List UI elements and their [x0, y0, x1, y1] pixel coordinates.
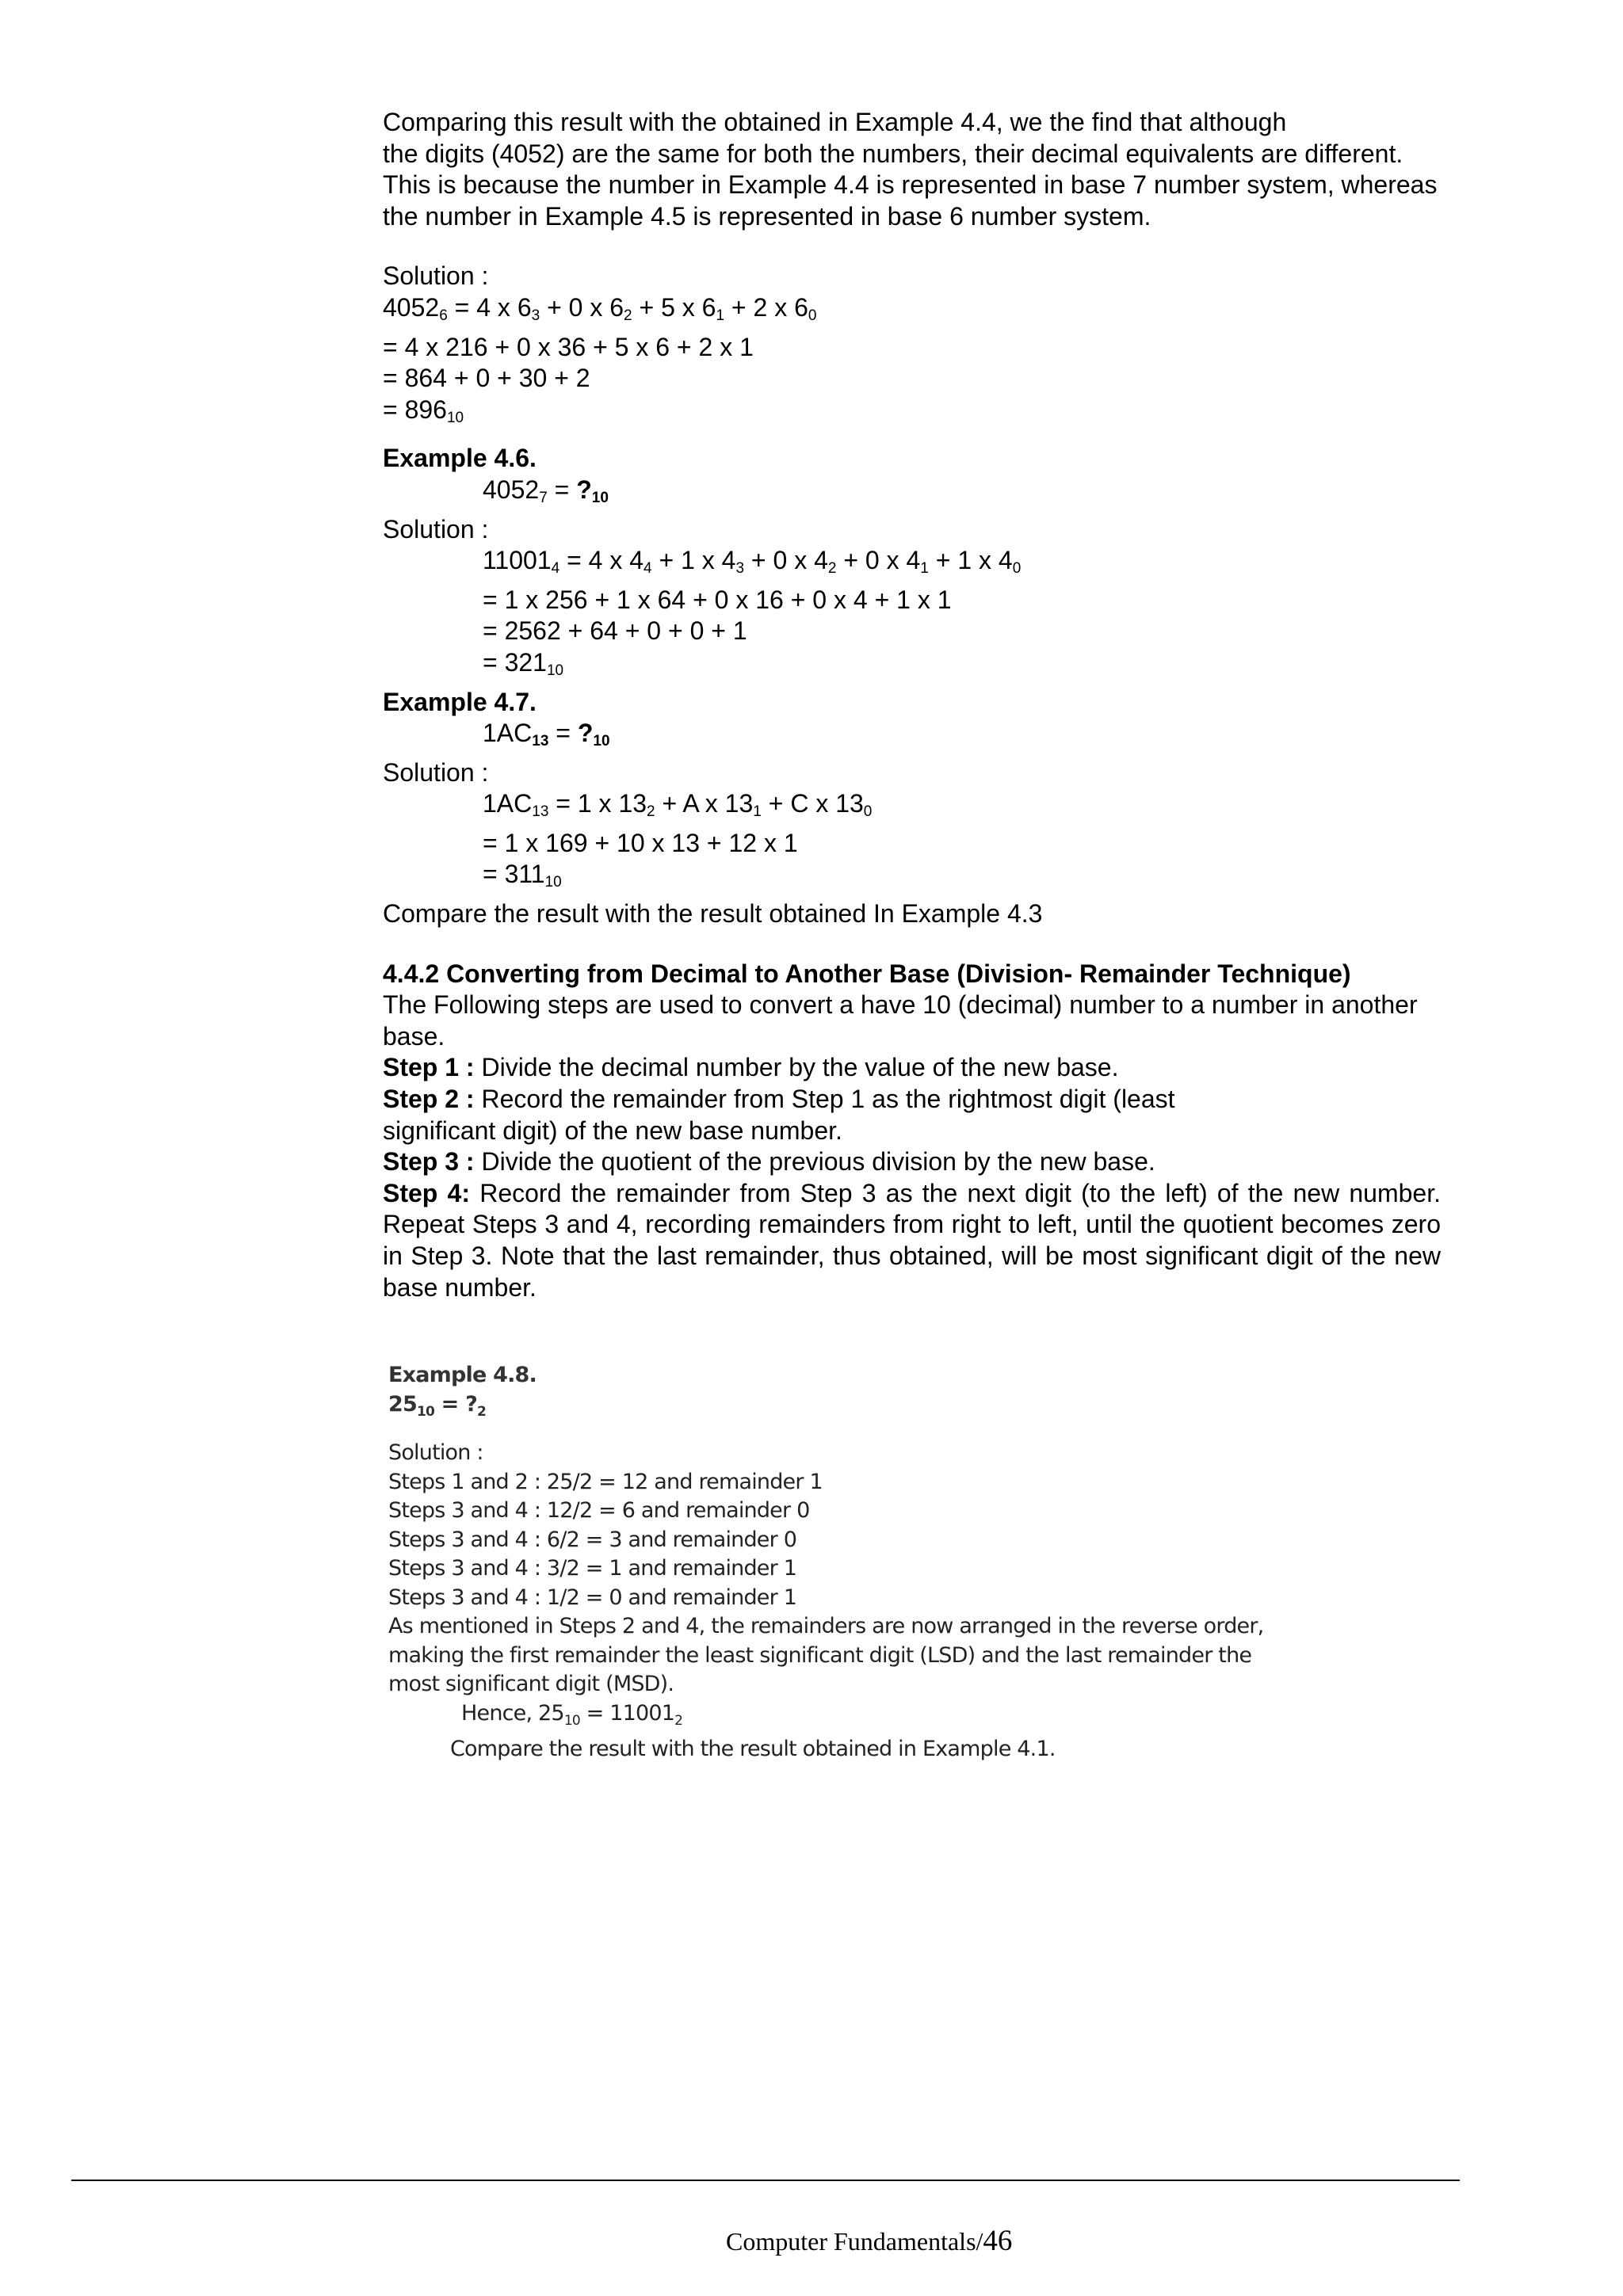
example-4-7-heading: Example 4.7.: [383, 687, 537, 716]
figure-note-2: making the first remainder the least significant digit (LSD) and the last remainder the: [388, 1642, 1252, 1668]
intro-line-1: Comparing this result with the obtained in Example 4.4, we the find that although: [383, 108, 1287, 136]
example-4-7-compare: Compare the result with the result obtained In Example 4.3: [383, 899, 1043, 929]
example-4-6-solution-label: Solution :: [383, 514, 489, 543]
page-footer: [726, 2225, 1012, 2257]
intro-paragraph-2: This is because the number in Example 4.4 is represented in base 7 number system, whereas the number in Example 4.5 is represented in base 6 number system.: [383, 170, 1438, 231]
figure-compare: Compare the result with the result obtained in Example 4.1.: [450, 1737, 1056, 1761]
page-number: 46: [983, 2225, 1013, 2257]
intro-line-rest: the digits (4052) are the same for both the numbers, their decimal equivalents are different.: [383, 139, 1403, 168]
section-intro: The Following steps are used to convert a have 10 (decimal) number to a number in another: [383, 990, 1418, 1020]
example-4-6-line-4: = 32110: [483, 647, 564, 679]
page-body: [383, 107, 1441, 1303]
section-intro-cont: base.: [383, 1021, 445, 1051]
figure-step-row: Steps 3 and 4 : 3/2 = 1 and remainder 1: [388, 1556, 797, 1581]
intro-paragraph-1: [383, 107, 1441, 170]
figure-hence: Hence, $25_{10} = 11001_2$: [461, 1700, 683, 1729]
example-4-6-line-3: = 2562 + 64 + 0 + 0 + 1: [483, 616, 747, 646]
example-4-6-heading: Example 4.6.: [383, 444, 537, 473]
footer-divider: [71, 2180, 1460, 2181]
example-4-7-solution-label: Solution :: [383, 757, 489, 787]
step-1: Step 1 : Divide the decimal number by the value of the new base.: [383, 1053, 1119, 1082]
footer-title: Computer Fundamentals/: [726, 2227, 983, 2256]
example-4-6-line-2: = 1 x 256 + 1 x 64 + 0 x 16 + 0 x 4 + 1 x 1: [483, 585, 952, 614]
example-4-7-line-3: = 31110: [483, 860, 562, 891]
step-2-cont: significant digit) of the new base number.: [383, 1116, 842, 1145]
figure-note-3: most significant digit (MSD).: [388, 1672, 674, 1696]
step-3: Step 3 : Divide the quotient of the previous division by the new base.: [383, 1147, 1155, 1177]
example-4-7-line-1: 1AC13 = 1 x 132 + A x 131 + C x 130: [483, 789, 873, 821]
step-4: Step 4: Record the remainder from Step 3 as the next digit (to the left) of the new number. Repeat Steps 3 and 4, recording remainders from right to left, until the quotient becomes zero in Step 3. Note that the last remainder, thus obtained, will be most significant digit of the new base number.: [383, 1178, 1442, 1302]
figure-step-row: Steps 3 and 4 : 12/2 = 6 and remainder 0: [388, 1498, 810, 1523]
example-4-8-figure: [388, 1361, 1308, 1764]
figure-question: $25_{10}$ = $?_2$: [388, 1391, 486, 1420]
figure-step-row: Steps 1 and 2 : 25/2 = 12 and remainder 1: [388, 1469, 823, 1494]
solution-line-3: = 864 + 0 + 30 + 2: [383, 364, 590, 393]
solution-line-1: 40526 = 4 x 63 + 0 x 62 + 5 x 61 + 2 x 60: [383, 292, 817, 324]
solution-line-4: = 89610: [383, 395, 464, 426]
example-4-6-line-1: 110014 = 4 x 44 + 1 x 43 + 0 x 42 + 0 x 41 + 1 x 40: [483, 546, 1022, 578]
figure-step-row: Steps 3 and 4 : 6/2 = 3 and remainder 0: [388, 1527, 797, 1552]
section-heading: 4.4.2 Converting from Decimal to Another Base (Division- Remainder Technique): [383, 959, 1351, 988]
example-4-6-question: 40527 = ?10: [483, 475, 609, 506]
solution-label: Solution :: [383, 261, 489, 291]
example-4-7-line-2: = 1 x 169 + 10 x 13 + 12 x 1: [483, 828, 798, 857]
figure-step-row: Steps 3 and 4 : 1/2 = 0 and remainder 1: [388, 1585, 797, 1610]
figure-solution-label: Solution :: [388, 1440, 483, 1465]
example-4-7-question: 1AC13 = ?10: [483, 719, 610, 750]
figure-heading: Example 4.8.: [388, 1363, 537, 1387]
figure-note-1: As mentioned in Steps 2 and 4, the remainders are now arranged in the reverse order,: [388, 1614, 1264, 1638]
step-2: Step 2 : Record the remainder from Step 1 as the rightmost digit (least: [383, 1085, 1175, 1114]
solution-line-2: = 4 x 216 + 0 x 36 + 5 x 6 + 2 x 1: [383, 332, 754, 361]
